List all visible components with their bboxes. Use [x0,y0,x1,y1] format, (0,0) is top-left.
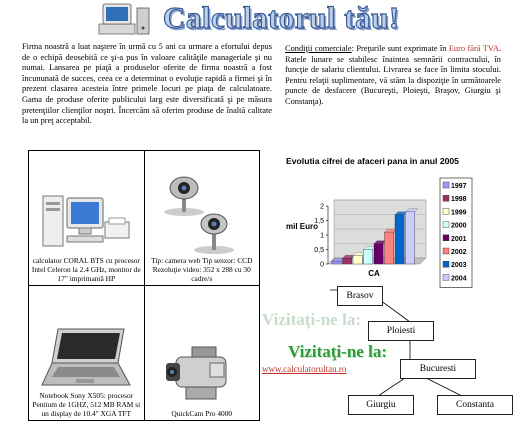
bar [343,258,352,264]
x-category-label: CA [368,269,380,278]
legend-label: 1999 [451,209,467,217]
location-brasov: Brasov [337,286,383,306]
legend-label: 2000 [451,222,467,230]
visit-watermark: Vizitaţi-ne la: [262,310,361,329]
product-cell [29,151,145,286]
bar [332,261,341,264]
legend-swatch [443,248,449,254]
legend-label: 2002 [451,249,467,256]
visit-label: Vizitaţi-ne la: [288,342,387,361]
commercial-conditions [285,44,501,108]
conditions-text-a: : Preţurile sunt exprimate în [351,44,449,53]
legend-label: 2001 [451,235,467,243]
bar [406,212,415,264]
bar [374,244,383,264]
legend-swatch [443,182,449,188]
webcam-icon [162,172,242,254]
y-axis-label: mil Euro [285,222,319,231]
bar [385,232,394,264]
legend-label: 2004 [451,275,467,283]
products-table [28,150,260,421]
product-caption: Tip: camera web Tip senzor: CCD Rezoluţie video: 352 x 288 cu 30 cadre/s [151,256,253,283]
location-bucuresti: Bucuresti [400,359,476,379]
product-caption: Notebook Sony X505: procesor Pentium de 1GHZ, 512 MB RAM si un display de 10.4" XGA TFT [32,391,141,418]
location-giurgiu: Giurgiu [348,395,414,415]
product-cell [29,286,145,421]
y-tick-label: 2 [320,203,324,211]
revenue-chart [280,156,508,296]
y-tick-label: 0 [320,261,324,269]
desktop-computer-icon [41,192,131,254]
product-caption: QuickCam Pro 4000 [171,409,233,418]
bar [353,255,362,264]
product-caption: calculator CORAL BTS cu procesor Intel Celeron la 2.4 GHz, monitor de 17" imprimantă HP [31,256,141,283]
y-tick-label: 0,5 [314,247,324,254]
y-tick-label: 1 [320,232,324,240]
conditions-text-b: . Ratele lunare se stabilesc înaintea semnării contractului, în funcţie de salariu clientului. Livrarea se face în limita stocului. Pentru relaţii suplimentare, vă stăm la dispoziţie în următoarele puncte de desfacere (Bucureşti, Ploieşti, Braşov, Giurgiu şi Constanţa). [285,44,502,106]
y-tick-label: 1,5 [314,218,324,225]
legend-swatch [443,222,449,228]
conditions-price-note: Euro fără TVA [448,44,499,53]
legend-swatch [443,261,449,267]
legend-swatch [443,235,449,241]
page-title: Calculatorul tău! [163,0,400,35]
page-header [95,0,425,40]
legend-swatch [443,195,449,201]
legend-label: 2003 [451,262,467,270]
location-ploiesti: Ploiesti [368,321,434,341]
legend-swatch [443,208,449,214]
laptop-icon [38,327,134,389]
bar [395,215,404,264]
legend-label: 1997 [451,183,467,190]
chart-legend [440,178,472,288]
camcorder-icon [162,337,242,407]
product-cell [144,151,260,286]
computer-logo-icon [95,2,155,38]
intro-paragraph: Firma noastră a luat naştere în urmă cu 5 ani ca urmare a efortului depus de o echipă deosebită ce şi-a pus în valoare calităţile manageriale şi nu numai. Lansarea pe piaţă a produselor oferite de firma noastră a fost încununată de succes, ceea ce a determinat o evoluţie rapidă a firmei şi în prezent clasarea acesteia între primele locuri pe piaţa de calculatoare. Gama de produse oferite publicului larg este diversificată şi pe măsura pretenţiilor clienţilor noştri. Încercăm să oferim produse de înaltă calitate la un preţ acceptabil. [22,42,272,126]
chart-canvas [280,156,508,296]
bar [364,250,373,265]
product-cell [144,286,260,421]
website-link[interactable]: www.calculatorultau.ro [262,364,347,374]
conditions-heading: Condiţii comerciale [285,44,352,53]
legend-label: 1998 [451,196,467,204]
chart-title: Evolutia cifrei de afaceri pana in anul 2005 [286,156,459,166]
location-constanta: Constanta [437,395,513,415]
